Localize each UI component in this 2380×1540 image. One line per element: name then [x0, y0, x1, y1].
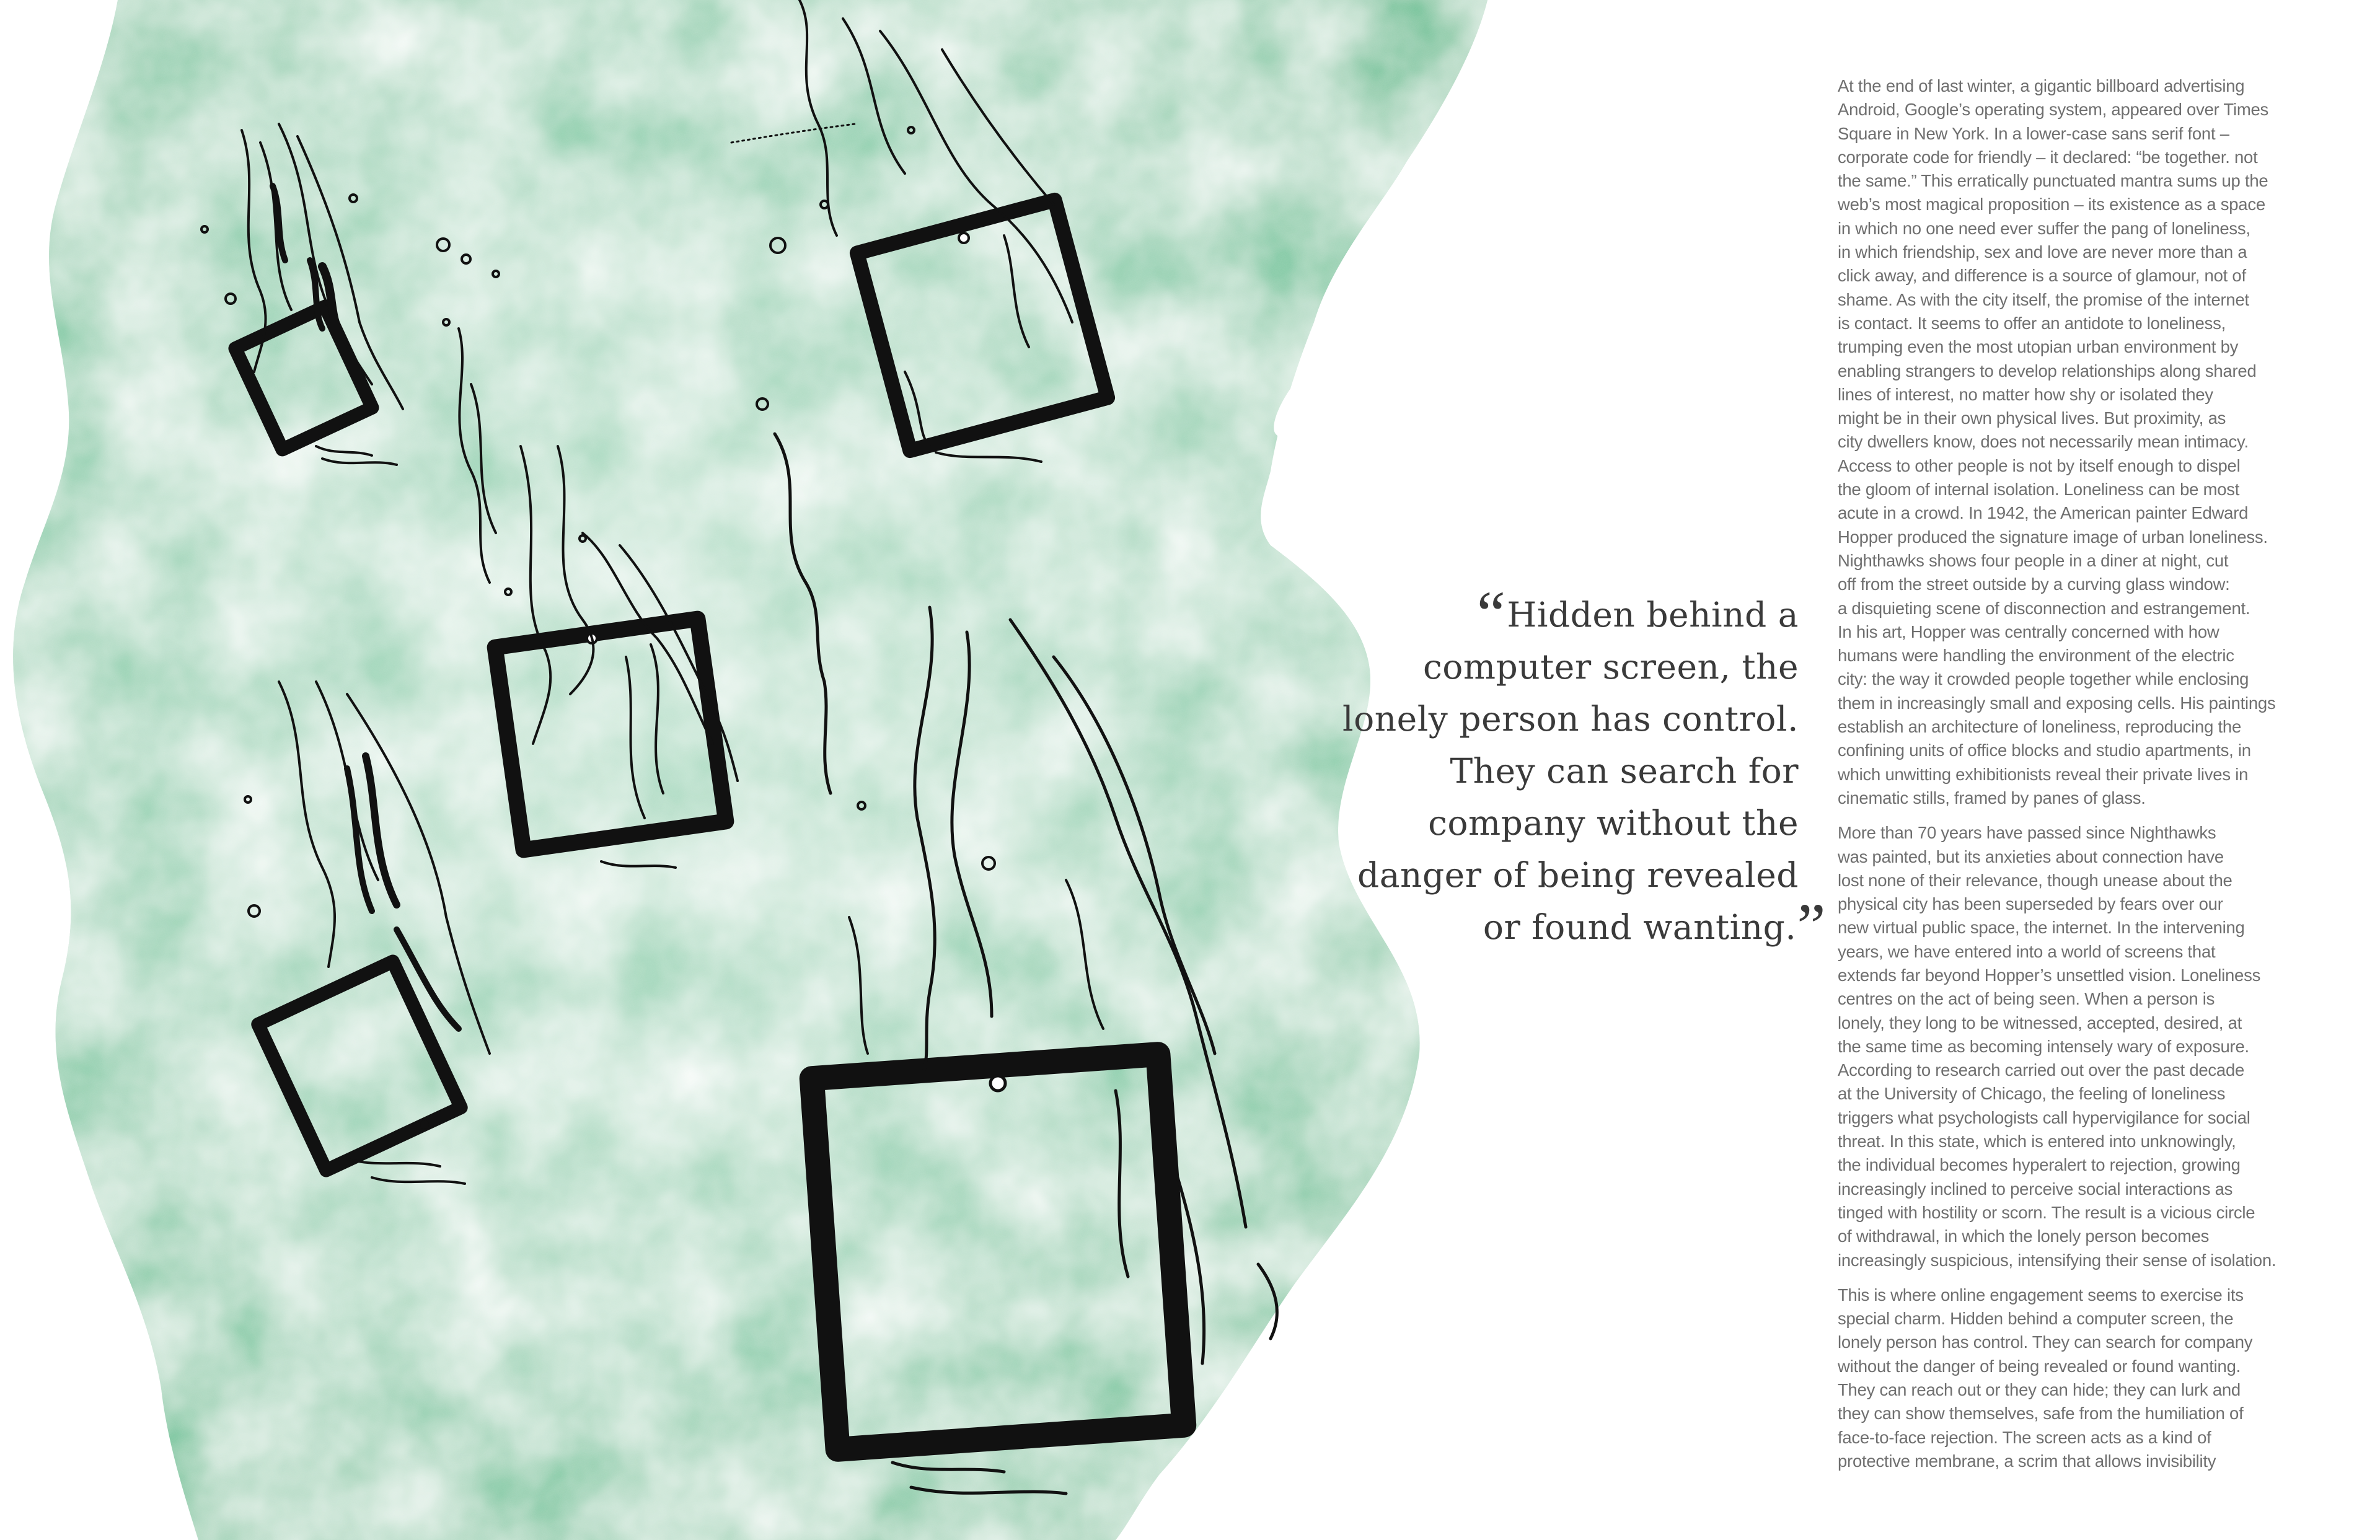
article-line: off from the street outside by a curving glass window: [1838, 574, 2230, 594]
article-line: Access to other people is not by itself enough to dispel [1838, 455, 2241, 475]
article-line: Android, Google’s operating system, appeared over Times [1838, 100, 2269, 120]
article-line: the same.” This erratically punctuated mantra sums up the [1838, 171, 2268, 191]
article-line: trumping even the most utopian urban environment by [1838, 337, 2239, 357]
article-line: them in increasingly small and exposing cells. His paintings [1838, 693, 2276, 713]
article-line: is contact. It seems to offer an antidote to loneliness, [1838, 313, 2226, 333]
article-line: lonely, they long to be witnessed, accepted, desired, at [1838, 1013, 2242, 1032]
article-line: triggers what psychologists call hypervigilance for social [1838, 1107, 2250, 1127]
article-line: years, we have entered into a world of screens that [1838, 941, 2216, 961]
article-line: the same time as becoming intensely wary of exposure. [1838, 1036, 2249, 1056]
article-line: Square in New York. In a lower-case sans serif font – [1838, 123, 2229, 143]
article-line: physical city has been superseded by fears over our [1838, 894, 2223, 914]
article-line: lonely person has control. They can search for company [1838, 1332, 2253, 1352]
article-line: centres on the act of being seen. When a person is [1838, 989, 2215, 1009]
article-line: at the University of Chicago, the feeling of loneliness [1838, 1084, 2226, 1104]
article-line: acute in a crowd. In 1942, the American painter Edward [1838, 503, 2249, 523]
article-line: This is where online engagement seems to exercise its [1838, 1285, 2244, 1305]
article-line: extends far beyond Hopper’s unsettled vision. Loneliness [1838, 965, 2261, 985]
article-line: which unwitting exhibitionists reveal their private lives in [1838, 764, 2249, 784]
article-line: might be in their own physical lives. But proximity, as [1838, 408, 2226, 428]
article-line: increasingly suspicious, intensifying their sense of isolation. [1838, 1250, 2276, 1270]
article-line: lines of interest, no matter how shy or isolated they [1838, 384, 2213, 404]
pull-quote-line: They can search for [1450, 751, 1799, 791]
article-line: was painted, but its anxieties about connection have [1838, 847, 2224, 866]
pull-quote-line [1191, 578, 1799, 649]
pull-quote-line: company without the [1428, 803, 1799, 843]
close-quote-mark: ” [1797, 891, 1826, 962]
article-line: they can show themselves, safe from the humiliation of [1838, 1404, 2244, 1423]
article-paragraph [1838, 821, 2309, 1272]
article-line: increasingly inclined to perceive social interactions as [1838, 1179, 2233, 1199]
pull-quote-line: computer screen, the [1422, 647, 1799, 687]
article-line: face-to-face rejection. The screen acts as a kind of [1838, 1427, 2211, 1447]
article-line: web’s most magical proposition – its existence as a space [1838, 195, 2265, 214]
article-line: of withdrawal, in which the lonely person becomes [1838, 1226, 2210, 1246]
article-line: enabling strangers to develop relationships along shared [1838, 361, 2257, 381]
article-line: confining units of office blocks and studio apartments, in [1838, 741, 2251, 760]
article-line: At the end of last winter, a gigantic billboard advertising [1838, 76, 2245, 95]
pull-quote-line: lonely person has control. [1342, 699, 1799, 739]
open-quote-mark: “ [1476, 578, 1506, 649]
article-line: According to research carried out over the past decade [1838, 1060, 2245, 1080]
article-line: They can reach out or they can hide; they can lurk and [1838, 1380, 2241, 1400]
article-line: click away, and difference is a source of glamour, not of [1838, 266, 2246, 286]
pull-quote-line [1191, 891, 1826, 962]
article-line: lost none of their relevance, though unease about the [1838, 870, 2232, 890]
article-line: the individual becomes hyperalert to rejection, growing [1838, 1155, 2241, 1175]
article-line: special charm. Hidden behind a computer screen, the [1838, 1309, 2234, 1329]
article-line: humans were handling the environment of the electric [1838, 646, 2234, 666]
article-body [1838, 74, 2309, 1484]
article-line: cinematic stills, framed by panes of glass. [1838, 788, 2146, 807]
article-line: tinged with hostility or scorn. The result is a vicious circle [1838, 1202, 2255, 1222]
article-line: corporate code for friendly – it declared: “be together. not [1838, 147, 2258, 167]
article-paragraph [1838, 1283, 2309, 1473]
article-line: city dwellers know, does not necessarily mean intimacy. [1838, 432, 2249, 452]
article-line: a disquieting scene of disconnection and estrangement. [1838, 598, 2250, 618]
article-line: in which no one need ever suffer the pang of loneliness, [1838, 218, 2250, 238]
article-line: More than 70 years have passed since Nighthawks [1838, 823, 2216, 843]
article-line: threat. In this state, which is entered into unknowingly, [1838, 1132, 2236, 1151]
article-line: without the danger of being revealed or found wanting. [1838, 1356, 2241, 1376]
pull-quote [1191, 578, 1826, 962]
article-paragraph [1838, 74, 2309, 810]
pull-quote-text: Hidden behind a [1507, 595, 1799, 635]
article-line: in which friendship, sex and love are never more than a [1838, 242, 2247, 262]
pull-quote-line: danger of being revealed [1357, 855, 1799, 895]
article-line: the gloom of internal isolation. Loneliness can be most [1838, 480, 2240, 499]
article-line: establish an architecture of loneliness, reproducing the [1838, 717, 2241, 737]
article-line: city: the way it crowded people together while enclosing [1838, 669, 2249, 689]
article-line: Hopper produced the signature image of urban loneliness. [1838, 527, 2268, 547]
article-line: Nighthawks shows four people in a diner at night, cut [1838, 550, 2229, 570]
article-line: In his art, Hopper was centrally concerned with how [1838, 622, 2219, 641]
article-line: new virtual public space, the internet. In the intervening [1838, 918, 2245, 938]
article-line: shame. As with the city itself, the promise of the internet [1838, 289, 2249, 309]
article-line: protective membrane, a scrim that allows invisibility [1838, 1451, 2216, 1471]
pull-quote-text: or found wanting. [1483, 907, 1797, 947]
